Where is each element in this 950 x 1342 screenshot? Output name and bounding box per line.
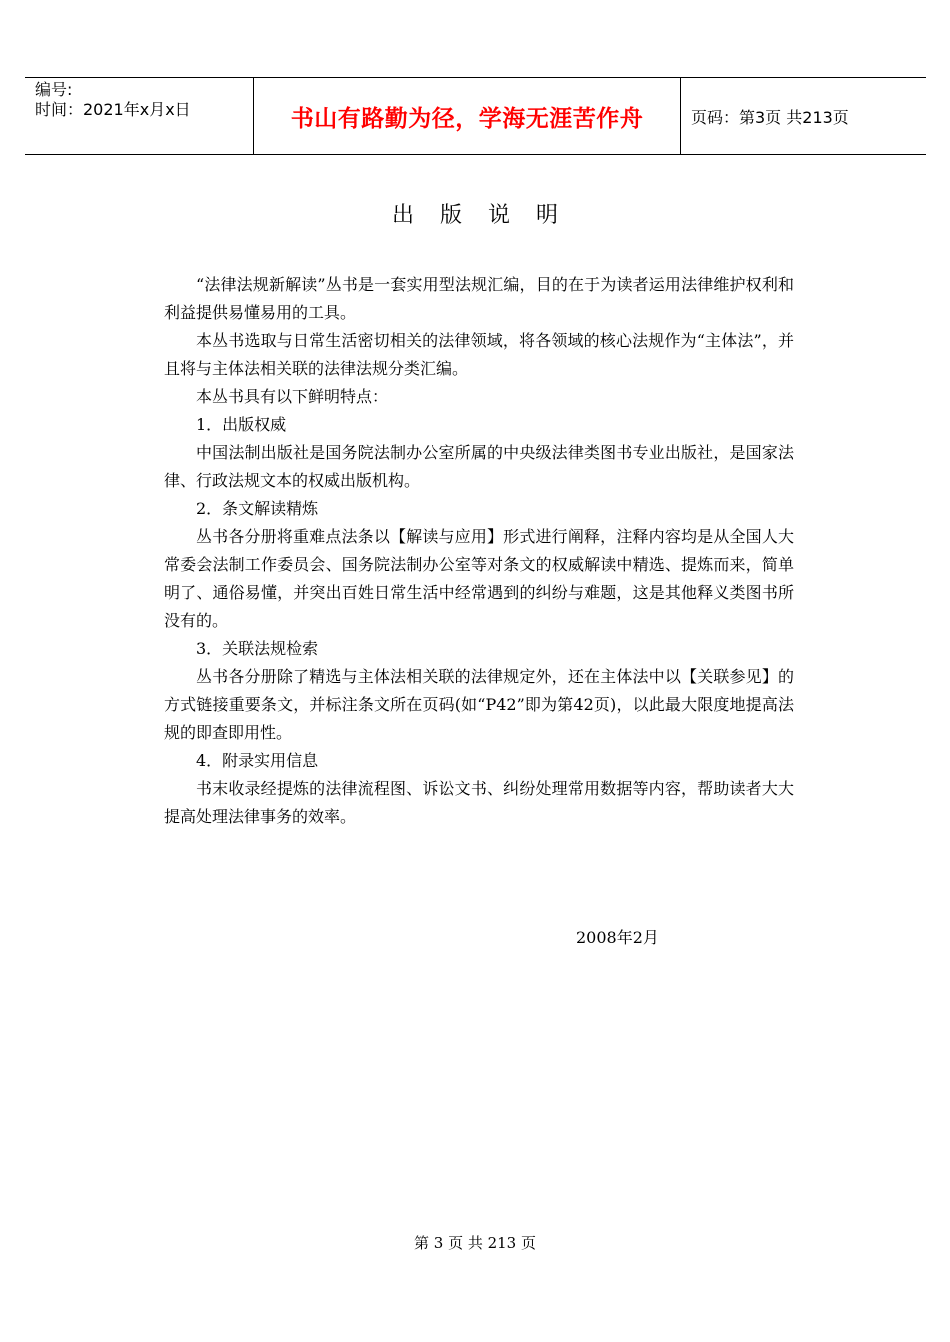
document-number-label: 编号: — [35, 80, 73, 99]
section-heading: 2．条文解读精炼 — [196, 499, 319, 518]
paragraph: 本丛书具有以下鲜明特点： — [196, 387, 389, 406]
document-time-label: 时间：2021年x月x日 — [35, 100, 191, 119]
document-body — [164, 271, 794, 831]
section-heading: 3．关联法规检索 — [196, 639, 319, 658]
section-heading: 1．出版权威 — [196, 415, 287, 434]
paragraph: 中国法制出版社是国务院法制办公室所属的中央级法律类图书专业出版社，是国家法律、行政法规文本的权威出版机构。 — [164, 443, 794, 490]
header-meta — [25, 78, 254, 154]
header-motto: 书山有路勤为径，学海无涯苦作舟 — [254, 78, 681, 154]
page-header — [25, 77, 926, 155]
paragraph: 丛书各分册除了精选与主体法相关联的法律规定外，还在主体法中以【关联参见】的方式链接重要条文，并标注条文所在页码(如“P42”即为第42页)，以此最大限度地提高法规的即查即用性。 — [164, 667, 794, 742]
header-page-number: 页码：第3页 共213页 — [691, 107, 849, 127]
paragraph: 本丛书选取与日常生活密切相关的法律领域，将各领域的核心法规作为“主体法”，并且将与主体法相关联的法律法规分类汇编。 — [164, 331, 794, 378]
paragraph: “法律法规新解读”丛书是一套实用型法规汇编，目的在于为读者运用法律维护权利和利益提供易懂易用的工具。 — [164, 275, 794, 322]
page-footer: 第 3 页 共 213 页 — [413, 1234, 536, 1252]
paragraph: 丛书各分册将重难点法条以【解读与应用】形式进行阐释，注释内容均是从全国人大常委会法制工作委员会、国务院法制办公室等对条文的权威解读中精选、提炼而来，简单明了、通俗易懂，并突出百姓日常生活中经常遇到的纠纷与难题，这是其他释义类图书所没有的。 — [164, 527, 794, 630]
document-title: 出版说明 — [391, 203, 584, 228]
section-heading: 4．附录实用信息 — [196, 751, 319, 770]
paragraph: 书末收录经提炼的法律流程图、诉讼文书、纠纷处理常用数据等内容，帮助读者大大提高处理法律事务的效率。 — [164, 779, 794, 826]
publication-date: 2008年2月 — [576, 928, 659, 947]
